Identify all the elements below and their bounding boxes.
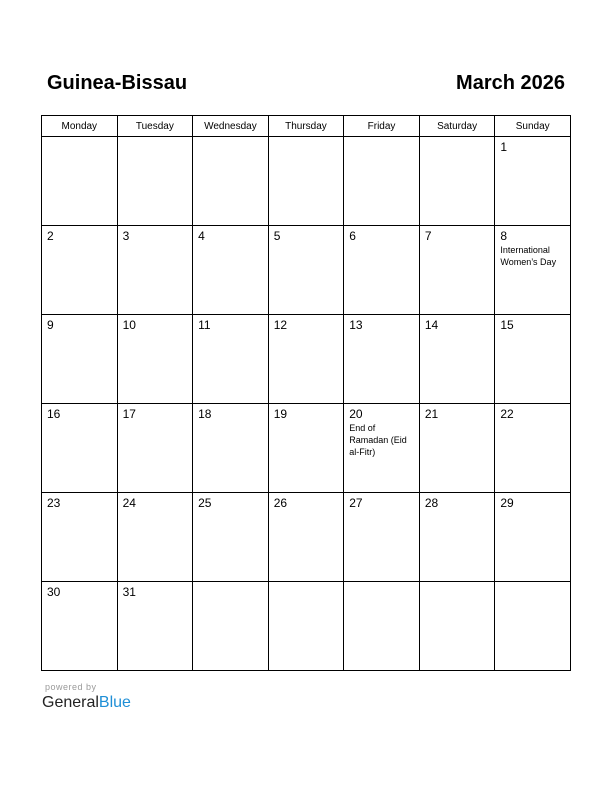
day-number: 9 xyxy=(47,318,54,332)
day-cell xyxy=(117,404,193,493)
day-cell xyxy=(193,404,269,493)
day-cell xyxy=(268,493,344,582)
day-cell xyxy=(42,582,118,671)
holiday-label: International Women’s Day xyxy=(500,245,557,267)
day-number: 17 xyxy=(122,407,136,421)
day-cell xyxy=(495,404,571,493)
day-number: 15 xyxy=(500,318,514,332)
day-number: 20 xyxy=(349,407,363,421)
day-number: 29 xyxy=(500,496,514,510)
week-row xyxy=(42,226,571,315)
day-number: 19 xyxy=(273,407,288,421)
weekday-sunday: Sunday xyxy=(495,116,571,137)
day-cell xyxy=(268,315,344,404)
day-cell xyxy=(268,226,344,315)
day-number: 31 xyxy=(122,585,136,599)
brand-blue-text: Blue xyxy=(98,694,131,711)
day-number: 26 xyxy=(273,496,288,510)
day-cell xyxy=(344,493,420,582)
day-cell xyxy=(193,493,269,582)
day-cell xyxy=(117,493,193,582)
day-number: 25 xyxy=(198,496,212,510)
day-number: 3 xyxy=(122,229,130,243)
weekday-saturday: Saturday xyxy=(419,116,495,137)
day-number: 14 xyxy=(424,318,439,332)
day-cell xyxy=(419,404,495,493)
day-cell xyxy=(42,226,118,315)
day-cell xyxy=(193,226,269,315)
day-cell xyxy=(419,315,495,404)
empty-day-cell xyxy=(344,137,420,226)
day-number: 18 xyxy=(198,407,212,421)
week-row xyxy=(42,404,571,493)
day-number: 13 xyxy=(349,318,363,332)
day-number: 27 xyxy=(349,496,363,510)
empty-day-cell xyxy=(419,137,495,226)
day-number: 16 xyxy=(47,407,61,421)
day-cell xyxy=(495,493,571,582)
week-row xyxy=(42,582,571,671)
day-number: 1 xyxy=(500,140,508,154)
day-number: 4 xyxy=(198,229,205,243)
day-number: 30 xyxy=(47,585,61,599)
day-cell xyxy=(495,226,571,315)
day-number: 12 xyxy=(273,318,288,332)
month-title: March 2026 xyxy=(456,72,565,94)
footer xyxy=(42,682,131,712)
day-cell xyxy=(419,226,495,315)
day-cell xyxy=(344,226,420,315)
empty-day-cell xyxy=(117,137,193,226)
day-cell xyxy=(42,493,118,582)
day-cell xyxy=(495,315,571,404)
day-number: 22 xyxy=(500,407,514,421)
day-number: 5 xyxy=(273,229,281,243)
day-cell xyxy=(117,582,193,671)
day-cell xyxy=(193,315,269,404)
day-number: 8 xyxy=(500,229,508,243)
weekday-friday: Friday xyxy=(344,116,420,137)
day-cell xyxy=(117,315,193,404)
week-row xyxy=(42,137,571,226)
day-cell xyxy=(344,404,420,493)
empty-day-cell xyxy=(42,137,118,226)
day-number: 23 xyxy=(47,496,61,510)
empty-day-cell xyxy=(419,582,495,671)
country-title: Guinea-Bissau xyxy=(47,72,188,94)
day-number: 21 xyxy=(424,407,439,421)
brand-general-text: General xyxy=(42,694,99,711)
day-number: 11 xyxy=(198,318,211,332)
day-number: 6 xyxy=(349,229,356,243)
weekday-header-row xyxy=(42,116,571,137)
day-cell xyxy=(268,404,344,493)
week-row xyxy=(42,315,571,404)
day-cell xyxy=(344,315,420,404)
day-number: 2 xyxy=(47,229,54,243)
empty-day-cell xyxy=(268,137,344,226)
day-cell xyxy=(117,226,193,315)
day-number: 10 xyxy=(122,318,136,332)
empty-day-cell xyxy=(193,137,269,226)
day-number: 28 xyxy=(424,496,439,510)
empty-day-cell xyxy=(495,582,571,671)
weekday-tuesday: Tuesday xyxy=(117,116,193,137)
day-cell xyxy=(419,493,495,582)
powered-by-text: powered by xyxy=(45,682,97,692)
day-number: 24 xyxy=(122,496,136,510)
calendar-header xyxy=(41,70,571,100)
empty-day-cell xyxy=(344,582,420,671)
week-row xyxy=(42,493,571,582)
weekday-monday: Monday xyxy=(42,116,118,137)
empty-day-cell xyxy=(268,582,344,671)
generalblue-logo[interactable] xyxy=(42,694,131,712)
calendar-grid xyxy=(41,115,571,671)
weekday-thursday: Thursday xyxy=(268,116,344,137)
day-cell xyxy=(495,137,571,226)
empty-day-cell xyxy=(193,582,269,671)
day-cell xyxy=(42,315,118,404)
holiday-label: End of Ramadan (Eid al-Fitr) xyxy=(349,423,407,457)
day-cell xyxy=(42,404,118,493)
weekday-wednesday: Wednesday xyxy=(193,116,269,137)
day-number: 7 xyxy=(424,229,432,243)
